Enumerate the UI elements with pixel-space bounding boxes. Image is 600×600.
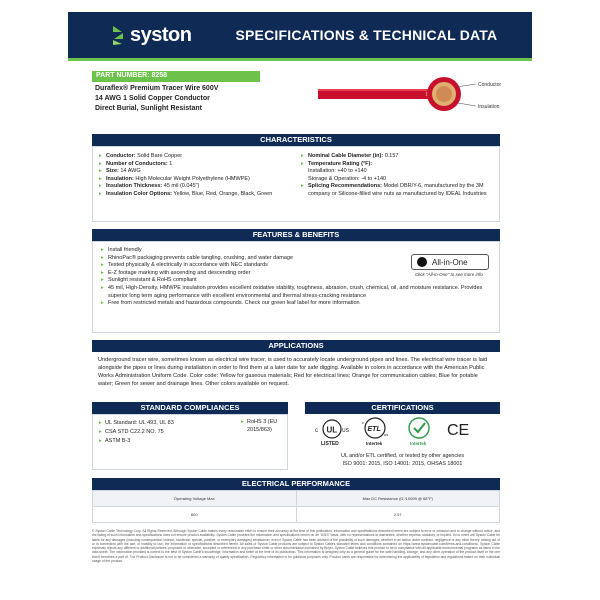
svg-text:CE: CE [447, 422, 470, 439]
features-header: FEATURES & BENEFITS [92, 229, 500, 241]
product-description [95, 84, 315, 114]
standard-item-cont: 2015/863) [247, 426, 272, 433]
certifications-note-1: UL and/or ETL certified, or tested by other agencies [340, 453, 465, 459]
applications-header: APPLICATIONS [92, 340, 500, 352]
feature-item: ▸ 45 mil, High-Density, HMWPE insulation provides excellent oxidative stability, toughness, abrasion, crush, chemical, oil, and moisture resistance. Provides superior long term aging performance with excellent environmental and thermal stress-cracking resistance [101, 285, 493, 300]
conductor-label: Conductor [478, 82, 502, 88]
features-box [92, 241, 500, 333]
product-line-1: Duraflex® Premium Tracer Wire 600V [95, 85, 219, 92]
char-item: ▸ Insulation Color Options: Yellow, Blue, Red, Orange, Black, Green [99, 191, 294, 199]
feature-item: ▸ RhinoPac® packaging prevents cable tangling, crushing, and water damage [101, 255, 401, 263]
certifications-header: CERTIFICATIONS [305, 402, 500, 414]
char-subitem: Storage & Operation: -4 to +140 [308, 175, 387, 182]
table-header-cell: Operating Voltage Max [93, 491, 297, 507]
header-banner [68, 12, 532, 58]
all-in-one-icon [417, 257, 427, 267]
feature-item: ▸ E-Z footage marking with ascending and descending order [101, 270, 401, 278]
characteristics-header: CHARACTERISTICS [92, 134, 500, 146]
part-number: PART NUMBER: 8258 [92, 71, 260, 82]
svg-text:UL: UL [326, 425, 338, 435]
standards-box [92, 414, 288, 470]
syston-logo [110, 24, 191, 47]
char-item: ▸ Number of Conductors: 1 [99, 161, 294, 169]
page-title: SPECIFICATIONS & TECHNICAL DATA [235, 27, 498, 43]
feature-item: ▸ Free from restricted metals and hazardous compounds. Check our green leaf label for more information [101, 300, 493, 308]
char-subitem: Installation: +40 to +140 [308, 168, 367, 174]
standards-right [241, 419, 287, 434]
applications-text: Underground tracer wire, sometimes known as electrical wire tracer, is used to accurately locate underground pipes and lines. The electrical wire tracer is laid alongside the pipes or lines during installation in order to find them at a later date for safe digging. Available in colors in accordance with the American Public Works Administration Uniform Code. Color code: Yellow for gaseous materials; Red for electrical lines; Orange for communication cables; Blue for potable water; Green for sewer and drainage lines. Other colors available on request. [98, 357, 488, 387]
svg-text:c: c [362, 420, 364, 425]
char-item: ▸ Temperature Rating (°F): [301, 161, 496, 169]
standards-left [99, 419, 239, 446]
feature-item: ▸ Sunlight resistant & RoHS compliant [101, 277, 401, 285]
all-in-one-label: All-in-One [432, 257, 468, 267]
certifications-note [305, 452, 500, 468]
characteristics-right [301, 153, 496, 198]
certifications-area [305, 414, 500, 470]
electrical-header: ELECTRICAL PERFORMANCE [92, 478, 500, 490]
table-row [93, 507, 500, 523]
etl-intertek-icon [362, 418, 388, 446]
logo-text: syston [130, 23, 192, 46]
product-line-3: Direct Burial, Sunlight Resistant [95, 105, 202, 112]
char-item: ▸ Nominal Cable Diameter (in): 0.157 [301, 153, 496, 161]
feature-item: ▸ Install friendly [101, 247, 401, 255]
electrical-table [92, 490, 500, 523]
standard-item: ▸ RoHS 3 (EU [241, 419, 287, 427]
legal-disclaimer: © Syston Cable Technology Corp. All Rights Reserved. Although Syston Cable makes every reasonable effort to ensure their accuracy at the time of this publication, information and specifications described herein are subject to error or omission and to change without notice, and the listing of such information and specifications does not ensure product availability. Syston Cable provides the information and specifications herein on an "ASIS" basis, with no representations or warranties, whether express, statutory, or implied. In no event will Syston Cable be liable for any damages (including consequential, indirect, incidental, special, punitive, or exemplary damages) whatsoever, even if Syston Cable has been advised of the possibility of such damages, whether in an action under contract, negligence or any other theory, arising out of or in connection with the use, or inability to use, the information or specifications described herein. All sales of Syston Cable products are subject to Syston Cables standard terms and conditions contained on https://www.systoncable.com/terms-and-conditions/. Syston Cable expressly rejects any different or additional policies, proposed or otherwise, accepted or referenced in any purchase order or other documentation furnished by Buyer. Syston Cable believes this product to be in compliance with all applicable environmental programs as listed in the data sheet. The information provided is correct to the best of Syston Cable's knowledge, information and belief at the time of its publication. This information is designed only as a general guide for the safe handling, storage, and any other operation of the product itself or the one that it becomes a part of. The Product Disclosure is not to be considered a warranty or quality specification. Regulatory information is for guidance purposes only. Product users are responsible for determining the applicability of legislation and regulations based on their individual usage of the product. [92, 529, 500, 564]
header-accent-line [68, 58, 532, 61]
intertek-green-icon [409, 418, 429, 446]
all-in-one-button[interactable] [411, 254, 489, 270]
ce-mark-icon [447, 422, 469, 439]
char-item: ▸ Splicing Recommendations: Model DBR/Y-6, manufactured by the 3M company or Silicone-filled wire nuts as manufactured by IDEAL Industries [301, 183, 496, 198]
syston-logo-icon [110, 24, 126, 46]
char-item: ▸ Insulation: High Molecular Weight Polyethylene (HMWPE) [99, 176, 294, 184]
feature-item: ▸ Tested physically & electrically in accordance with NEC standards [101, 262, 401, 270]
table-cell: 2.57 [296, 507, 500, 523]
standards-header: STANDARD COMPLIANCES [92, 402, 288, 414]
wire-image [318, 70, 518, 120]
standard-item: ▸ CSA STD C22.2 NO. 75 [99, 428, 239, 437]
ul-listed-icon [315, 420, 350, 447]
char-item: ▸ Conductor: Solid Bare Copper [99, 153, 294, 161]
table-header-row [93, 491, 500, 507]
svg-text:Intertek: Intertek [410, 441, 427, 446]
char-item: ▸ Insulation Thickness: 45 mil (0.045") [99, 183, 294, 191]
applications-box [92, 352, 500, 394]
svg-text:c: c [315, 428, 318, 434]
svg-text:LISTED: LISTED [321, 441, 339, 447]
table-header-cell: Max DC Resistance (Ω /1000ft @ 68°F) [296, 491, 500, 507]
certification-logos [313, 414, 498, 452]
table-cell: 600 [93, 507, 297, 523]
svg-text:us: us [384, 432, 389, 437]
svg-text:ETL: ETL [367, 426, 381, 433]
certifications-note-2: ISO 9001: 2015, ISO 14001: 2015, OHSAS 18001 [342, 461, 463, 467]
product-line-2: 14 AWG 1 Solid Copper Conductor [95, 95, 210, 102]
characteristics-box [92, 146, 500, 222]
characteristics-left [99, 153, 294, 198]
standard-item: ▸ ASTM B-3 [99, 437, 239, 446]
insulation-label: Insulation [478, 104, 500, 110]
char-item: ▸ Size: 14 AWG [99, 168, 294, 176]
svg-text:Intertek: Intertek [366, 441, 383, 446]
standard-item: ▸ UL Standard: UL 493, UL 83 [99, 419, 239, 428]
svg-text:US: US [342, 428, 349, 434]
all-in-one-hint: Click "All-in-One" to see more info [415, 272, 483, 277]
